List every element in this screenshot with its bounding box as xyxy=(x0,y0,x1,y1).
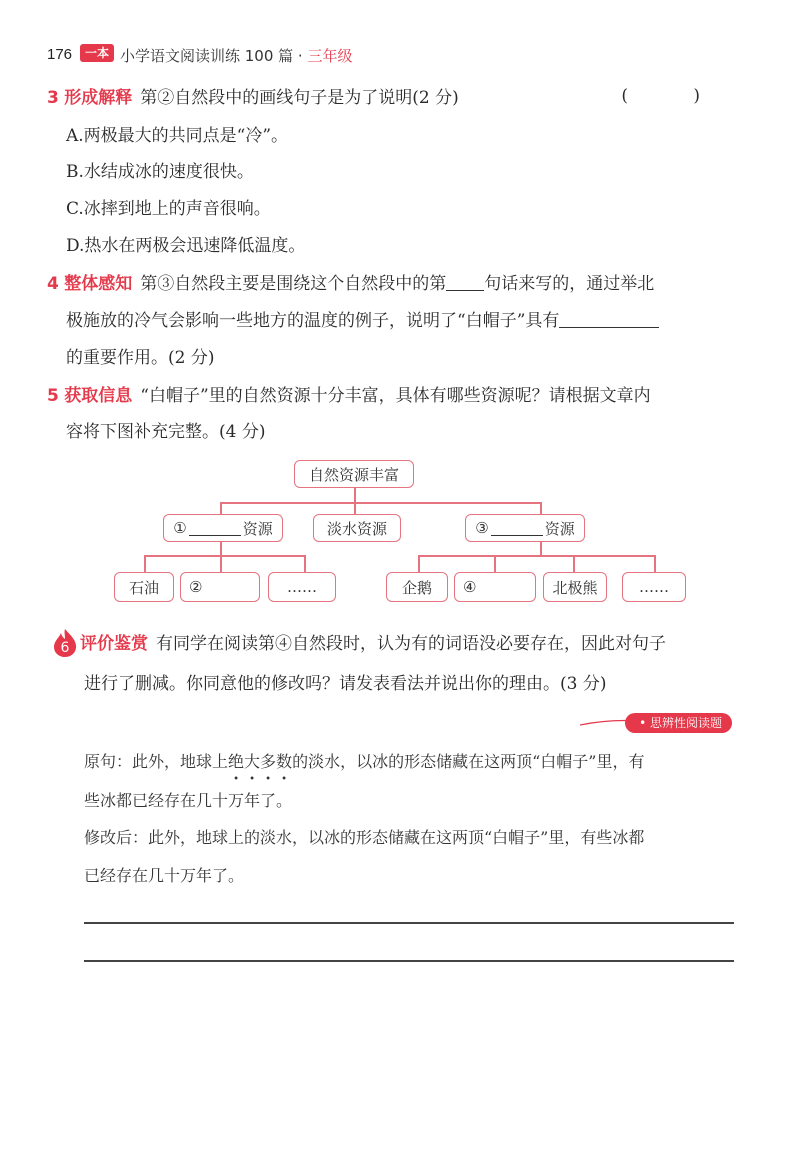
q3-option-a[interactable]: A.两极最大的共同点是“冷”。 xyxy=(66,126,289,146)
leaf-label: ② xyxy=(189,578,203,596)
diagram-mid-right-a: ③ xyxy=(475,519,489,537)
book-grade: 三年级 xyxy=(307,47,353,65)
emphasis-char: 数 xyxy=(276,752,293,771)
q6-number: 6 xyxy=(60,640,70,656)
brand-logo: 一本 xyxy=(80,44,114,62)
q6-original-line1 xyxy=(84,750,644,774)
connector xyxy=(654,555,656,572)
q4-line1-a: 第③自然段主要是围绕这个自然段中的第 xyxy=(140,274,447,294)
connector xyxy=(220,502,540,504)
connector xyxy=(573,555,575,572)
connector xyxy=(304,555,306,572)
leaf-label: 企鹅 xyxy=(401,578,432,597)
q3-answer-paren[interactable]: ( ) xyxy=(621,86,730,106)
leaf-label: ④ xyxy=(463,578,477,596)
q3-tag: 形成解释 xyxy=(64,88,133,108)
diagram-leaf-oil xyxy=(114,572,174,602)
q4-line3: 的重要作用。(2 分) xyxy=(66,348,215,368)
diagram-mid-left[interactable] xyxy=(163,514,283,542)
diagram-leaf-blank-4[interactable] xyxy=(454,572,536,602)
q5-line1 xyxy=(47,384,651,408)
connector xyxy=(418,555,654,557)
q5-line2: 容将下图补充完整。(4 分) xyxy=(66,422,266,442)
emphasis-char: 多 xyxy=(260,752,277,771)
q4-tag: 整体感知 xyxy=(64,274,133,294)
q3-stem-text: 第②自然段中的画线句子是为了说明(2 分) xyxy=(140,88,459,108)
emphasis-char: 绝 xyxy=(228,752,245,771)
page-number: 176 xyxy=(47,46,73,63)
q5-number: 5 xyxy=(47,386,59,406)
diagram-leaf-ellipsis-right xyxy=(622,572,686,602)
diagram-blank-3[interactable] xyxy=(491,521,543,536)
q6-line2: 进行了删减。你同意他的修改吗？请发表看法并说出你的理由。(3 分) xyxy=(84,674,607,694)
answer-line[interactable] xyxy=(84,922,734,924)
book-title xyxy=(120,45,353,66)
diagram-root-label: 自然资源丰富 xyxy=(308,465,399,484)
q3-number: 3 xyxy=(47,88,59,108)
connector xyxy=(144,555,146,572)
q4-line2-text: 极施放的冷气会影响一些地方的温度的例子，说明了“白帽子”具有 xyxy=(66,311,560,331)
q3-option-c[interactable]: C.冰摔到地上的声音很响。 xyxy=(66,199,271,219)
diagram-blank-1[interactable] xyxy=(189,521,241,536)
original-a: 原句：此外，地球上 xyxy=(84,752,229,771)
original-b: 的淡水，以冰的形态储藏在这两顶“白帽子”里，有 xyxy=(292,752,645,771)
q4-number: 4 xyxy=(47,274,59,294)
leaf-label: …… xyxy=(639,578,669,596)
connector xyxy=(220,541,222,555)
q4-blank-1[interactable] xyxy=(446,272,484,291)
diagram-mid-center-label: 淡水资源 xyxy=(326,519,387,538)
diagram-mid-left-b: 资源 xyxy=(242,519,273,538)
leaf-label: …… xyxy=(287,578,317,596)
q3-option-b[interactable]: B.水结成冰的速度很快。 xyxy=(66,162,254,182)
diagram-leaf-ellipsis-left xyxy=(268,572,336,602)
answer-line[interactable] xyxy=(84,960,734,962)
q4-blank-2[interactable] xyxy=(559,309,659,328)
q6-line1 xyxy=(80,632,666,656)
book-title-text: 小学语文阅读训练 100 篇 · xyxy=(120,47,308,65)
diagram-leaf-penguin xyxy=(386,572,448,602)
q6-tag: 评价鉴赏 xyxy=(80,634,148,654)
connector xyxy=(540,541,542,555)
q6-original-line2: 些冰都已经存在几十万年了。 xyxy=(84,791,293,810)
q5-tag: 获取信息 xyxy=(64,386,133,406)
q6-revised-line2: 已经存在几十万年了。 xyxy=(84,866,245,885)
reading-type-badge: • 思辨性阅读题 xyxy=(625,713,732,733)
q4-line2 xyxy=(66,309,659,333)
badge-label: 思辨性阅读题 xyxy=(649,716,722,730)
diagram-mid-right-b: 资源 xyxy=(544,519,575,538)
connector xyxy=(144,555,304,557)
diagram-leaf-blank-2[interactable] xyxy=(180,572,260,602)
diagram-mid-left-a: ① xyxy=(173,519,187,537)
leaf-label: 北极熊 xyxy=(552,578,598,597)
q3-stem xyxy=(47,86,459,110)
q6-revised-line1: 修改后：此外，地球上的淡水，以冰的形态储藏在这两顶“白帽子”里，有些冰都 xyxy=(84,828,645,847)
q4-line1-b: 句话来写的，通过举北 xyxy=(484,274,655,294)
q6-number-icon xyxy=(52,628,78,658)
diagram-mid-center xyxy=(313,514,401,542)
leaf-label: 石油 xyxy=(128,578,159,597)
diagram-mid-right[interactable] xyxy=(465,514,585,542)
connector xyxy=(494,555,496,572)
q5-line1-text: “白帽子”里的自然资源十分丰富，具体有哪些资源呢？请根据文章内 xyxy=(140,386,651,406)
diagram-leaf-polar-bear xyxy=(543,572,607,602)
q3-option-d[interactable]: D.热水在两极会迅速降低温度。 xyxy=(66,236,306,256)
connector xyxy=(220,555,222,572)
emphasis-char: 大 xyxy=(244,752,261,771)
q4-line1 xyxy=(47,272,654,296)
diagram-root xyxy=(294,460,414,488)
q6-line1-text: 有同学在阅读第④自然段时，认为有的词语没必要存在，因此对句子 xyxy=(156,634,666,654)
connector xyxy=(418,555,420,572)
